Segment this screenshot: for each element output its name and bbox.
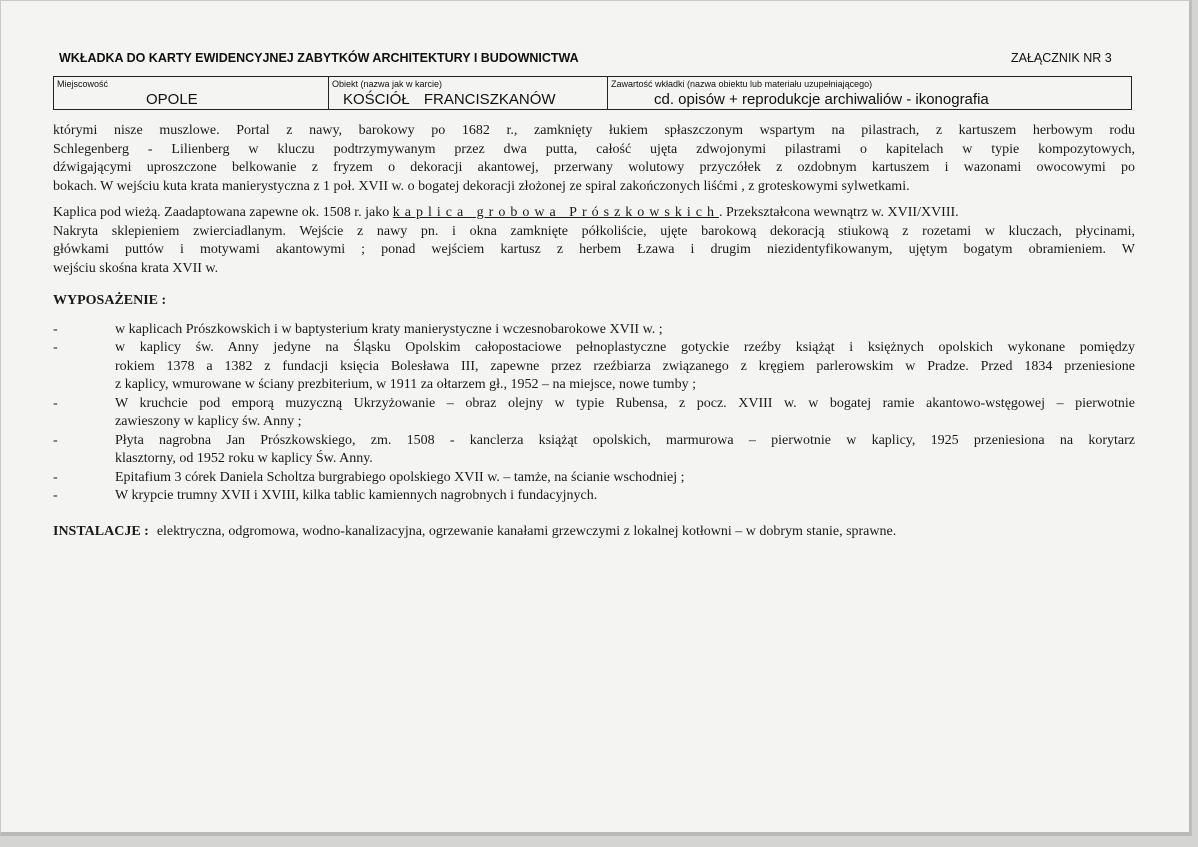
bullet-dash: - (53, 432, 58, 448)
installations-heading: INSTALACJE : (53, 523, 149, 539)
paragraph-portal (53, 122, 1135, 196)
text-line: w kaplicy św. Anny jedyne na Śląsku Opolskim całopostaciowe pełnoplastyczne gotyckie rzeźby książąt i księżnych opolskich wykonane pomiędzy (115, 340, 1135, 355)
contents-cell (608, 77, 1131, 109)
installations-section (53, 523, 1135, 542)
header-form-table (53, 76, 1132, 110)
text-line: główkami puttów i motywami akantowymi ; ponad wejściem kartusz z herbem Łzawa i drugim niezidentyfikowanym, ujętym bogatym obramieniem. W (53, 242, 1135, 257)
text-line: W kruchcie pod emporą muzyczną Ukrzyżowanie – obraz olejny w typie Rubensa, z pocz. XVIII w. w bogatej ramie akantowo-wstęgowej – pierwotnie (115, 395, 1135, 411)
equipment-item (53, 487, 1135, 506)
contents-label: Zawartość wkładki (nazwa obiektu lub materiału uzupełniającego) (611, 79, 873, 89)
text-line: Płyta nagrobna Jan Prószkowskiego, zm. 1508 - kanclerza książąt opolskich, marmurowa – pierwotnie w kaplicy, 1925 przeniesiona na korytarz (115, 432, 1135, 448)
chapel-rebuilt: . Przekształcona wewnątrz w. XVII/XVIII. (718, 205, 959, 220)
bullet-dash: - (53, 340, 58, 355)
object-cell (329, 77, 608, 109)
text-line: w kaplicach Prószkowskich i w baptysterium krаty manierystyczne i wczesnobarokowe XVII w. ; (115, 321, 663, 337)
contents-value: cd. opisów + reprodukcje archiwaliów - ikonografia (654, 91, 989, 108)
text-line: klasztorny, od 1952 roku w kaplicy Św. Anny. (115, 451, 373, 466)
object-value: KOŚCIÓŁ FRANCISZKANÓW (343, 91, 556, 108)
equipment-item (53, 395, 1135, 432)
equipment-heading: WYPOSAŻENIE : (53, 293, 167, 308)
bullet-dash: - (53, 395, 58, 411)
text-line: bokach. W wejściu kuta krata manierystyczna z 1 poł. XVII w. o bogatej dekoracji złożonej ze spiral zakończonych liśćmi , z groteskowymi sylwetkami. (53, 178, 910, 194)
annex-number: ZAŁĄCZNIK NR 3 (1011, 51, 1112, 65)
text-line: zawieszony w kaplicy św. Anny ; (115, 414, 302, 429)
equipment-item (53, 339, 1135, 395)
bullet-dash: - (53, 469, 58, 485)
text-line: Schlegenberg - Lilienberg w kluczu podtrzymywanym przez dwa putta, całość ujęta zdwojonymi pilastrami o kapitelach w typie kompozytowych, (53, 141, 1135, 157)
chapel-intro: Kaplica pod wieżą. Zaadaptowana zapewne ok. 1508 r. jako (53, 205, 393, 220)
text-line (53, 204, 1135, 223)
text-line: Epitafium 3 córek Daniela Scholtza burgrabiego opolskiego XVII w. – tamże, na ścianie wschodniej ; (115, 469, 685, 485)
text-line: z kaplicy, wmurowane w ściany prezbiterium, w 1911 za ołtarzem gł., 1952 – na miejsce, nowe tumby ; (115, 377, 696, 392)
locality-cell (54, 77, 329, 109)
text-line: Nakryta sklepieniem zwierciadlanym. Wejście z nawy pn. i okna zamknięte półkoliście, ujęte barokową dekoracją stiukową z rozetami w kluczach, płycinami, (53, 223, 1135, 239)
form-title: WKŁADKA DO KARTY EWIDENCYJNEJ ZABYTKÓW ARCHITEKTURY I BUDOWNICTWA (59, 51, 579, 65)
bullet-dash: - (53, 321, 58, 337)
chapel-name-spaced: kaplica grobowa Prószkowskich (392, 205, 719, 220)
document-body (53, 122, 1135, 541)
bullet-dash: - (53, 488, 58, 503)
locality-value: OPOLE (146, 91, 198, 108)
installations-text: elektryczna, odgromowa, wodno-kanalizacyjna, ogrzewanie kanałami grzewczymi z lokalnej kotłowni – w dobrym stanie, sprawne. (156, 523, 897, 539)
text-line: którymi nisze muszlowe. Portal z nawy, barokowy po 1682 r., zamknięty łukiem spłaszczonym wspartym na pilastrach, z kartuszem herbowym rodu (53, 123, 1135, 138)
paragraph-chapel (53, 204, 1135, 278)
text-line: wejściu skośna krata XVII w. (53, 260, 219, 276)
text-line: dźwigającymi uproszczone belkowanie z fryzem o dekoracji akantowej, przerwany wolutowy przyczółek z ozdobnym kartuszem i wazonami owocowymi po (53, 160, 1135, 175)
text-line: W krypcie trumny XVII i XVIII, kilka tablic kamiennych nagrobnych i fundacyjnych. (115, 488, 598, 503)
equipment-item (53, 321, 1135, 340)
locality-label: Miejscowość (57, 79, 109, 89)
text-line: rokiem 1378 a 1382 z fundacji księcia Bolesława III, zapewne przez rzeźbiarza związanego z kręgiem parlerowskim w Pradze. Przed 1834 przeniesione (115, 358, 1135, 374)
equipment-item (53, 432, 1135, 469)
object-label: Obiekt (nazwa jak w karcie) (332, 79, 443, 89)
equipment-item (53, 469, 1135, 488)
